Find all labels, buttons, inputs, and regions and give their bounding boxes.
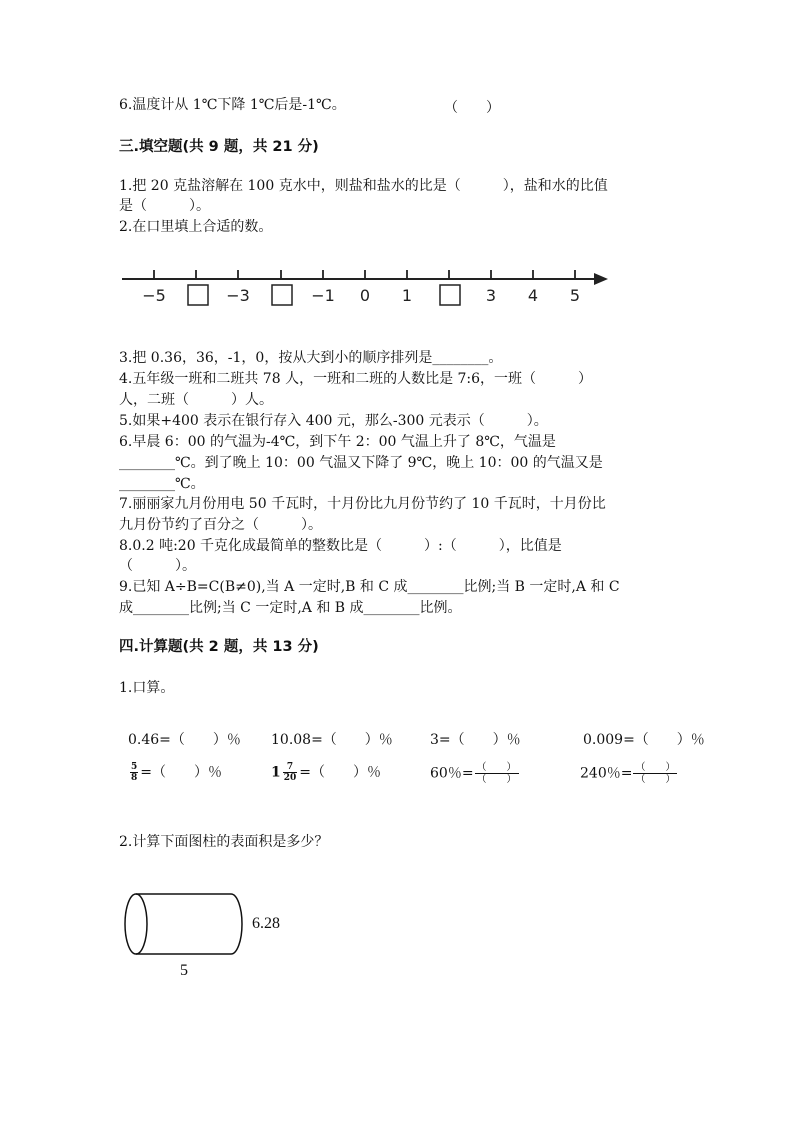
fill-line-2: 是（ ）。 — [119, 198, 210, 214]
fraction-5-8: $\frac{5}{8}$ — [131, 762, 138, 783]
fill-q9-a: 9.已知 A÷B=C(B≠0),当 A 一定时,B 和 C 成________比例;当 B 一定时,A 和 C — [119, 579, 620, 595]
calc-q2-label: 2.计算下面图柱的表面积是多少？ — [119, 834, 329, 850]
fill-q9-b: 成________比例;当 C 一定时,A 和 B 成________比例。 — [119, 600, 462, 616]
cylinder-right-face — [231, 894, 242, 954]
section3-heading: 三.填空题(共 9 题，共 21 分) — [119, 139, 319, 155]
number-line-blank-box-2[interactable] — [272, 285, 292, 305]
tick-label: −1 — [311, 286, 335, 305]
number-line-blank-box-3[interactable] — [440, 285, 460, 305]
cylinder-figure — [120, 886, 260, 966]
tick-label: −3 — [226, 286, 250, 305]
fill-q8-b: （ ）。 — [119, 558, 196, 574]
oral-calc-3: 3=（ ）％ — [430, 732, 521, 748]
blank-fraction: $\frac{( )}{( )}$ — [635, 762, 676, 785]
cylinder-height-label: 6.28 — [252, 915, 280, 932]
cylinder-length-label: 5 — [180, 962, 188, 979]
fill-q3: 3.把 0.36，36，-1，0，按从大到小的顺序排列是________。 — [119, 350, 503, 366]
fill-q4-a: 4.五年级一班和二班共 78 人，一班和二班的人数比是 7:6，一班（ ） — [119, 371, 593, 387]
blank-fraction: $\frac{( )}{( )}$ — [476, 762, 517, 785]
oral-calc-4: 0.009=（ ）％ — [583, 732, 705, 748]
judge-answer-paren[interactable]: （ ） — [444, 100, 500, 116]
tick-label: 0 — [359, 286, 371, 305]
tick-label: 1 — [401, 286, 413, 305]
fill-q6-b: ________℃。到了晚上 10：00 气温又下降了 9℃，晚上 10：00 的气温又是 — [119, 455, 603, 471]
cylinder-left-face — [125, 894, 147, 954]
tick-label: 5 — [569, 286, 581, 305]
oral-calc-5: $\frac{5}{8}$ =（ ）％ — [131, 762, 222, 783]
fill-q6-c: ________℃。 — [119, 476, 205, 492]
judge-question-6: 6.温度计从 1℃下降 1℃后是-1℃。 — [119, 97, 346, 113]
fill-q7-a: 7.丽丽家九月份用电 50 千瓦时，十月份比九月份节约了 10 千瓦时，十月份比 — [119, 496, 606, 512]
section4-heading: 四.计算题(共 2 题，共 13 分) — [119, 639, 319, 655]
number-line-arrow-icon — [594, 273, 608, 285]
fill-q6-a: 6.早晨 6：00 的气温为-4℃，到下午 2：00 气温上升了 8℃，气温是 — [119, 434, 556, 450]
oral-calc-2: 10.08=（ ）％ — [271, 732, 393, 748]
fill-line-1: 1.把 20 克盐溶解在 100 克水中，则盐和盐水的比是（ ），盐和水的比值 — [119, 178, 608, 194]
oral-calc-6: 1 $\frac{7}{20}$ =（ ）％ — [271, 762, 382, 783]
fraction-7-20: $\frac{7}{20}$ — [283, 762, 297, 783]
calc-q1-label: 1.口算。 — [119, 680, 175, 696]
fill-q7-b: 九月份节约了百分之（ ）。 — [119, 517, 322, 533]
oral-calc-7: 60％= $\frac{( )}{( )}$ — [430, 762, 517, 785]
tick-label: 3 — [485, 286, 497, 305]
fill-line-3: 2.在口里填上合适的数。 — [119, 219, 273, 235]
fill-q8-a: 8.0.2 吨:20 千克化成最简单的整数比是（ ）:（ ），比值是 — [119, 538, 562, 554]
oral-calc-1: 0.46=（ ）％ — [128, 732, 241, 748]
fill-q4-b: 人，二班（ ）人。 — [119, 392, 273, 408]
number-line-blank-box-1[interactable] — [188, 285, 208, 305]
tick-label: 4 — [527, 286, 539, 305]
fill-q5: 5.如果+400 表示在银行存入 400 元，那么-300 元表示（ ）。 — [119, 413, 548, 429]
tick-label: −5 — [142, 286, 166, 305]
oral-calc-8: 240％= $\frac{( )}{( )}$ — [580, 762, 676, 785]
number-line — [0, 265, 794, 325]
